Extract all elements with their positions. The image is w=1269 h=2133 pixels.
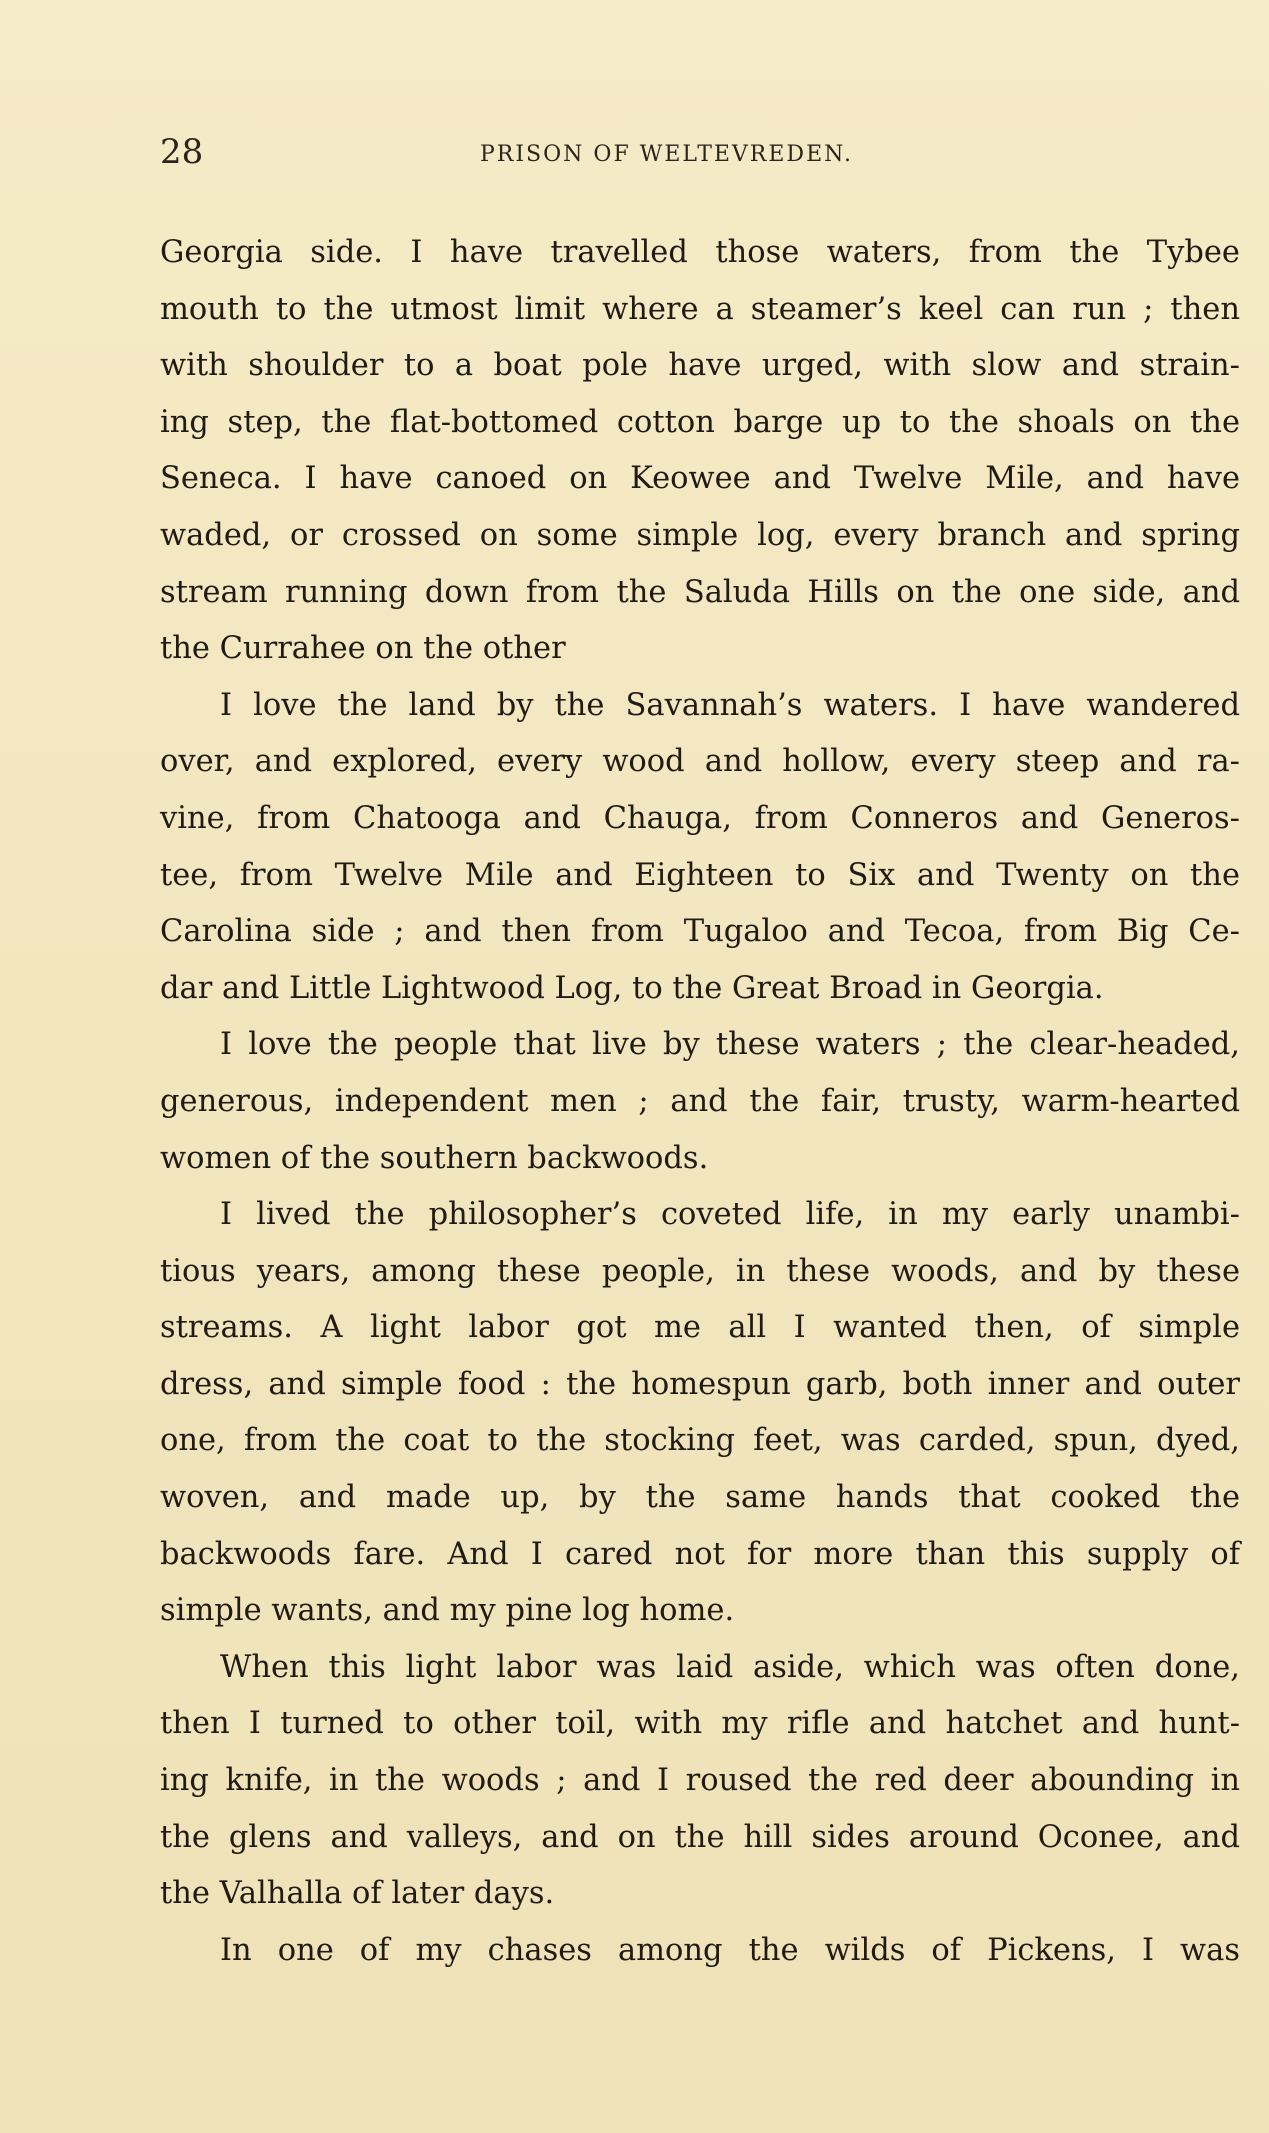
text-line: waded, or crossed on some simple log, every branch and spring xyxy=(160,517,1240,553)
text-line: over, and explored, every wood and hollow, every steep and ra- xyxy=(160,744,1240,780)
text-line: woven, and made up, by the same hands that cooked the xyxy=(160,1480,1240,1516)
text-line: vine, from Chatooga and Chauga, from Conneros and Generos- xyxy=(160,800,1240,836)
text-line: simple wants, and my pine log home. xyxy=(160,1593,735,1629)
text-line: one, from the coat to the stocking feet, was carded, spun, dyed, xyxy=(160,1423,1240,1459)
text-line: streams. A light labor got me all I wanted then, of simple xyxy=(160,1310,1240,1346)
text-line: Seneca. I have canoed on Keowee and Twelve Mile, and have xyxy=(160,461,1240,497)
text-line: tious years, among these people, in these woods, and by these xyxy=(160,1253,1240,1289)
paragraph-first-line: I love the people that live by these waters ; the clear-headed, xyxy=(220,1027,1240,1063)
paragraph-first-line: I love the land by the Savannah’s waters. I have wandered xyxy=(220,687,1240,723)
text-line: with shoulder to a boat pole have urged, with slow and strain- xyxy=(160,348,1240,384)
text-line: backwoods fare. And I cared not for more than this supply of xyxy=(160,1536,1240,1572)
running-head: PRISON OF WELTEVREDEN. xyxy=(480,142,853,167)
text-line: dress, and simple food : the homespun garb, both inner and outer xyxy=(160,1366,1240,1402)
text-line: then I turned to other toil, with my rifle and hatchet and hunt- xyxy=(160,1706,1240,1742)
page-body-text xyxy=(160,225,1240,1979)
text-line: women of the southern backwoods. xyxy=(160,1140,709,1176)
text-line: ing step, the flat-bottomed cotton barge up to the shoals on the xyxy=(160,404,1240,440)
text-line: stream running down from the Saluda Hills on the one side, and xyxy=(160,574,1240,610)
text-line: generous, independent men ; and the fair, trusty, warm-hearted xyxy=(160,1083,1240,1119)
page-header xyxy=(160,132,1240,182)
page-number: 28 xyxy=(160,132,204,172)
paragraph-first-line: I lived the philosopher’s coveted life, in my early unambi- xyxy=(220,1197,1240,1233)
text-line: tee, from Twelve Mile and Eighteen to Six and Twenty on the xyxy=(160,857,1240,893)
text-line: mouth to the utmost limit where a steamer’s keel can run ; then xyxy=(160,291,1240,327)
text-line: dar and Little Lightwood Log, to the Great Broad in Georgia. xyxy=(160,970,1104,1006)
paragraph-first-line: When this light labor was laid aside, which was often done, xyxy=(220,1649,1240,1685)
text-line: Carolina side ; and then from Tugaloo and Tecoa, from Big Ce- xyxy=(160,914,1240,950)
text-line: ing knife, in the woods ; and I roused the red deer abounding in xyxy=(160,1763,1240,1799)
text-line: the glens and valleys, and on the hill sides around Oconee, and xyxy=(160,1819,1240,1855)
text-line: Georgia side. I have travelled those waters, from the Tybee xyxy=(160,235,1240,270)
paragraph-first-line: In one of my chases among the wilds of Pickens, I was xyxy=(220,1932,1240,1968)
text-line: the Currahee on the other xyxy=(160,631,566,667)
text-line: the Valhalla of later days. xyxy=(160,1876,555,1912)
